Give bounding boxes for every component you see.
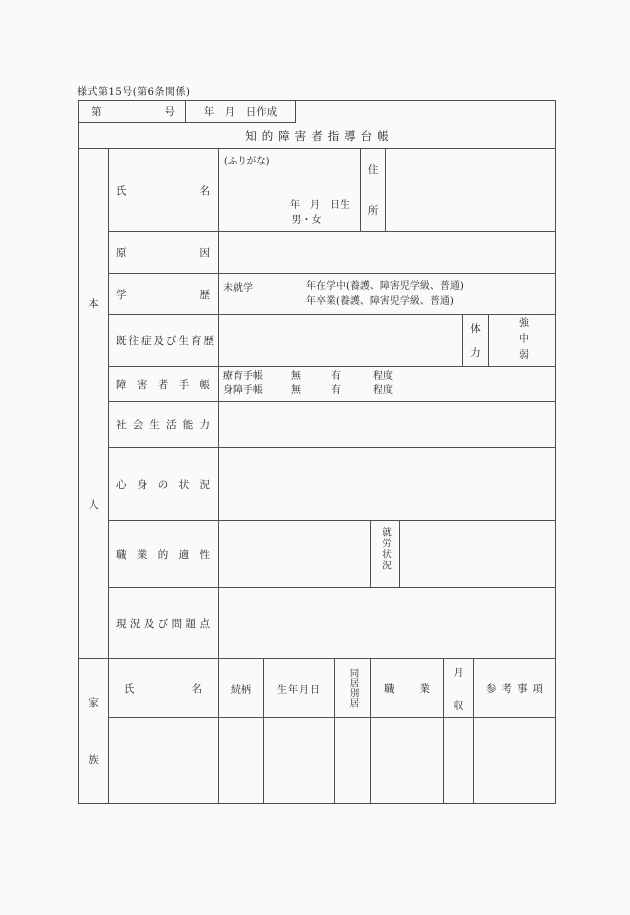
family-occupation-header-cell [370,658,444,718]
document-number-cell [78,100,186,123]
shinsho-degree: 程度 [373,385,393,396]
history-input-cell [218,314,463,367]
history-label-cell [108,314,219,367]
person-label-top: 本 [88,297,99,310]
form-number-note: 様式第15号(第6条関係) [77,87,191,98]
number-suffix: 号 [164,106,175,118]
education-preschool: 未就学 [223,283,253,294]
section-label-family [78,658,109,804]
family-name-header: 氏 名 [124,682,202,695]
address-input-cell [385,148,556,232]
family-income-header-top: 月 [453,668,464,679]
sex-label: 男・女 [291,215,322,226]
strength-scale: 強中弱 [516,316,528,365]
family-birthdate-header-cell [263,658,335,718]
cause-label-cell [108,231,219,274]
number-prefix: 第 [91,106,102,118]
notebook-label-cell [108,366,219,402]
strength-scale-cell [488,314,556,367]
employment-status-label: 就労状況 [380,527,391,571]
family-notes-input-cell [473,717,556,804]
address-label-top: 住 [367,164,379,176]
employment-status-input-cell [399,520,556,588]
education-label-cell [108,273,219,315]
employment-status-label-cell [370,520,400,588]
address-label-cell [360,148,386,232]
birthdate-label: 年 月 日生 [290,200,350,211]
education-enrolled: 年在学中(養護、障害児学級、普通) [306,281,464,292]
person-label-bottom: 人 [88,498,99,511]
form-title: 知的障害者指導台帳 [245,128,394,143]
family-occupation-header: 職 業 [384,682,430,695]
education-input-cell [218,273,556,315]
notebook-label: 障 害 者 手 帳 [116,378,210,391]
family-cohabit-input-cell [334,717,371,804]
current-label-cell [108,587,219,659]
address-label-bottom: 所 [367,205,379,217]
cause-input-cell [218,231,556,274]
family-cohabit-header: 同居別居 [347,668,359,708]
vocation-label: 職 業 的 適 性 [116,548,210,561]
family-relation-input-cell [218,717,264,804]
vocation-label-cell [108,520,219,588]
name-input-cell [218,148,361,232]
education-label: 学 歴 [116,288,210,301]
date-created-label: 年 月 日作成 [203,106,278,118]
family-notes-header-cell [473,658,556,718]
social-input-cell [218,401,556,448]
strength-label-cell [462,314,489,367]
date-created-cell [185,100,296,123]
family-birthdate-header: 生年月日 [277,684,321,696]
social-label-cell [108,401,219,448]
ryoiku-none: 無 [291,371,301,382]
family-occupation-input-cell [370,717,444,804]
family-cohabit-header-cell [334,658,371,718]
family-income-header-cell [443,658,474,718]
family-name-header-cell [108,658,219,718]
current-input-cell [218,587,556,659]
name-label-cell [108,148,219,232]
ryoiku-name: 療育手帳 [223,371,263,382]
notebook-row-shinsho [223,384,555,398]
family-label-bottom: 族 [88,754,99,766]
strength-label-bottom: 力 [470,347,481,359]
family-notes-header: 参 考 事 項 [486,682,543,695]
vocation-input-cell [218,520,371,588]
notebook-row-ryoiku [223,370,555,384]
family-income-input-cell [443,717,474,804]
section-label-person [78,148,109,659]
ryoiku-has: 有 [331,371,341,382]
name-label: 氏 名 [116,184,210,197]
cause-label: 原 因 [116,247,210,259]
condition-label-cell [108,447,219,521]
family-name-input-cell [108,717,219,804]
education-graduated: 年卒業(養護、障害児学級、普通) [306,296,454,307]
history-label: 既 往 症 及 び 生 育 歴 [116,335,214,347]
notebook-input-cell [218,366,556,402]
family-birthdate-input-cell [263,717,335,804]
family-relation-header-cell [218,658,264,718]
ryoiku-degree: 程度 [373,371,393,382]
current-label: 現 況 及 び 問 題 点 [116,617,210,630]
strength-label-top: 体 [470,323,481,335]
form-sheet [78,100,556,804]
family-income-header-bottom: 収 [453,701,464,712]
shinsho-has: 有 [331,385,341,396]
family-label-top: 家 [88,697,99,709]
shinsho-name: 身障手帳 [223,385,263,396]
furigana-label: (ふりがな) [224,156,270,167]
condition-label: 心 身 の 状 況 [116,478,210,491]
shinsho-none: 無 [291,385,301,396]
social-label: 社 会 生 活 能 力 [116,419,210,431]
family-relation-header: 続柄 [231,684,251,696]
condition-input-cell [218,447,556,521]
